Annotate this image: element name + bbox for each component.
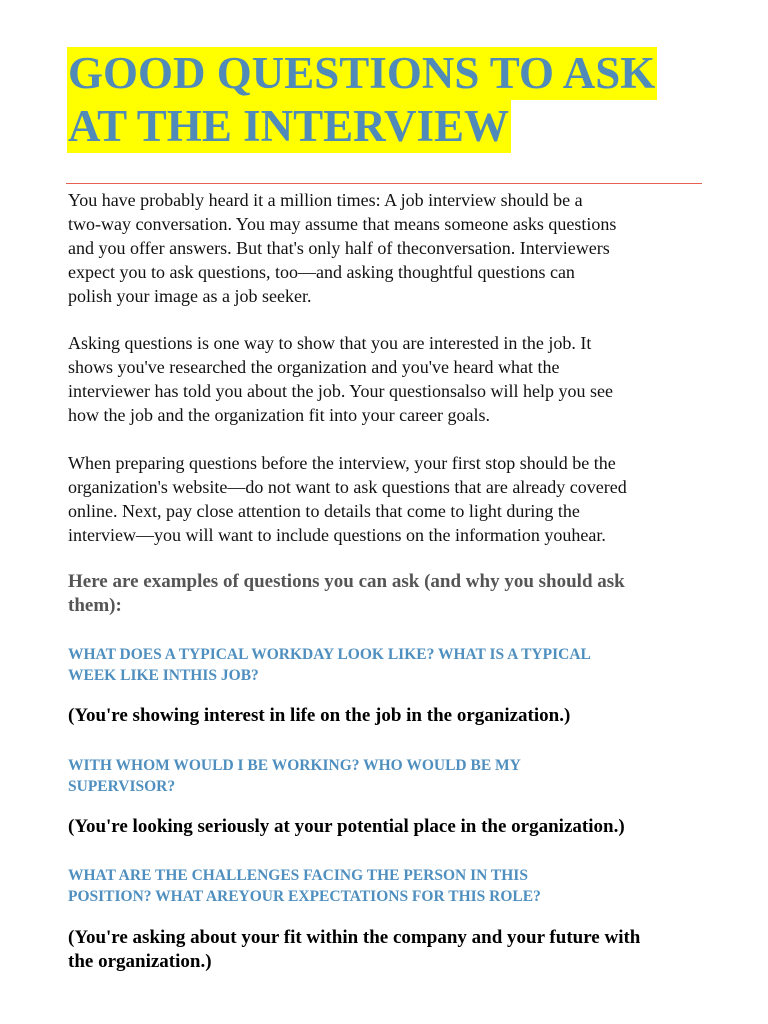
text-line: WHAT ARE THE CHALLENGES FACING THE PERSON IN THIS	[68, 867, 528, 884]
intro-paragraph	[68, 188, 616, 308]
answer-2	[68, 815, 625, 839]
text-line: (You're asking about your fit within the company and your future with	[68, 927, 641, 948]
text-line: POSITION? WHAT AREYOUR EXPECTATIONS FOR THIS ROLE?	[68, 888, 541, 905]
text-line: how the job and the organization fit into your career goals.	[68, 405, 491, 425]
text-line: WITH WHOM WOULD I BE WORKING? WHO WOULD BE MY	[68, 757, 521, 774]
examples-heading	[68, 570, 625, 618]
text-line: Here are examples of questions you can ask (and why you should ask	[68, 571, 625, 592]
text-line: the organization.)	[68, 951, 212, 972]
text-line: interview—you will want to include questions on the information youhear.	[68, 525, 606, 545]
text-line: interviewer has told you about the job. Your questionsalso will help you see	[68, 381, 613, 401]
text-line: and you offer answers. But that's only half of theconversation. Interviewers	[68, 238, 610, 258]
divider	[66, 183, 702, 184]
text-line: shows you've researched the organization and you've heard what the	[68, 357, 560, 377]
answer-1	[68, 704, 570, 728]
question-3	[68, 865, 541, 907]
text-line: SUPERVISOR?	[68, 778, 176, 795]
text-line: them):	[68, 595, 122, 616]
text-line: (You're showing interest in life on the job in the organization.)	[68, 705, 571, 726]
text-line: When preparing questions before the interview, your first stop should be the	[68, 453, 616, 473]
text-line: You have probably heard it a million times: A job interview should be a	[68, 190, 583, 210]
text-line: organization's website—do not want to ask questions that are already covered	[68, 477, 627, 497]
text-line: (You're looking seriously at your potential place in the organization.)	[68, 816, 625, 837]
text-line: polish your image as a job seeker.	[68, 286, 312, 306]
question-1	[68, 644, 591, 686]
page-title	[67, 47, 657, 153]
text-line: WHAT DOES A TYPICAL WORKDAY LOOK LIKE? WHAT IS A TYPICAL	[68, 646, 591, 663]
text-line: online. Next, pay close attention to details that come to light during the	[68, 501, 580, 521]
title-line: GOOD QUESTIONS TO ASK	[68, 48, 656, 98]
text-line: WEEK LIKE INTHIS JOB?	[68, 667, 259, 684]
answer-3	[68, 926, 640, 974]
title-line: AT THE INTERVIEW	[68, 101, 510, 151]
text-line: expect you to ask questions, too—and asking thoughtful questions can	[68, 262, 575, 282]
text-line: two-way conversation. You may assume that means someone asks questions	[68, 214, 617, 234]
text-line: Asking questions is one way to show that you are interested in the job. It	[68, 333, 592, 353]
question-2	[68, 755, 521, 797]
paragraph-3	[68, 451, 627, 547]
paragraph-2	[68, 331, 613, 427]
